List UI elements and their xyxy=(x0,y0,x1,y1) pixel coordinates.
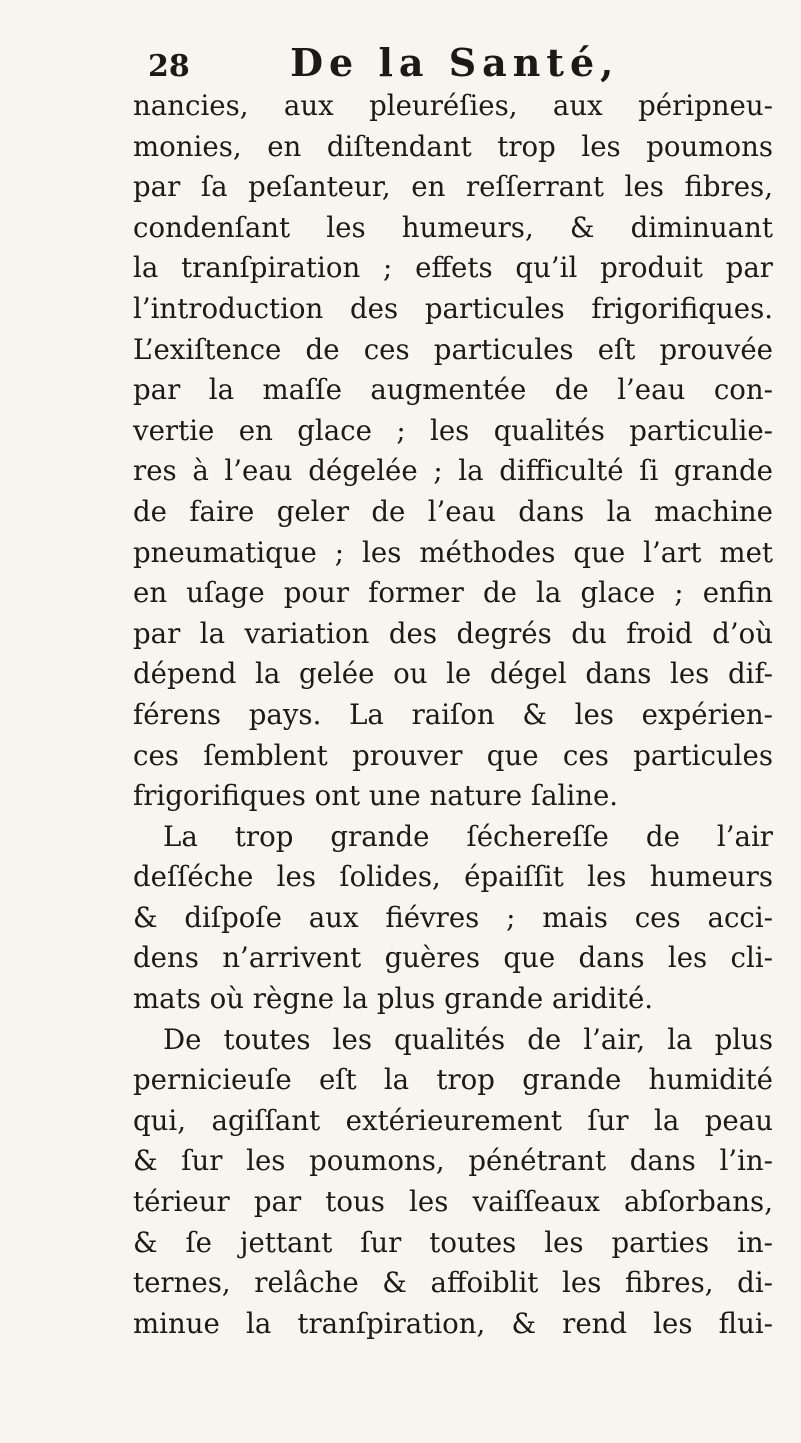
text-line: qui, agiſſant extérieurement ſur la peau xyxy=(133,1103,773,1137)
text-line: & ſur les poumons, pénétrant dans l’in- xyxy=(133,1144,773,1178)
text-line: mats où règne la plus grande aridité. xyxy=(133,982,654,1016)
text-line: deſſéche les ſolides, épaiſſit les humeurs xyxy=(133,860,773,894)
text-line: frigorifiques ont une nature ſaline. xyxy=(133,779,619,813)
text-line: L’exiſtence de ces particules eſt prouvée xyxy=(133,332,773,366)
text-line: pneumatique ; les méthodes que l’art met xyxy=(133,535,773,569)
running-head xyxy=(148,38,648,88)
text-line: l’introduction des particules frigorifiques. xyxy=(133,291,773,325)
paragraph-start-line: La trop grande ſéchereſſe de l’air xyxy=(163,819,773,853)
text-line: minue la tranſpiration, & rend les flui- xyxy=(133,1306,773,1340)
text-line: condenſant les humeurs, & diminuant xyxy=(133,210,773,244)
text-line: la tranſpiration ; effets qu’il produit par xyxy=(133,251,773,285)
text-line: térieur par tous les vaiſſeaux abſorbans, xyxy=(133,1185,773,1219)
text-line: monies, en diſtendant trop les poumons xyxy=(133,129,773,163)
text-line: res à l’eau dégelée ; la difficulté ſi grande xyxy=(133,454,773,488)
text-line: par la variation des degrés du froid d’où xyxy=(133,616,773,650)
text-line: en uſage pour former de la glace ; enfin xyxy=(133,576,773,610)
text-line: & diſpoſe aux fiévres ; mais ces acci- xyxy=(133,900,773,934)
text-line: pernicieuſe eſt la trop grande humidité xyxy=(133,1063,773,1097)
body-text xyxy=(133,86,773,1344)
text-line: vertie en glace ; les qualités particulie- xyxy=(133,413,773,447)
page-number: 28 xyxy=(148,49,190,84)
text-line: ces ſemblent prouver que ces particules xyxy=(133,738,773,772)
text-line: férens pays. La raiſon & les expérien- xyxy=(133,697,773,731)
text-line: par ſa peſanteur, en reſſerrant les fibres, xyxy=(133,170,773,204)
text-line: dens n’arrivent guères que dans les cli- xyxy=(133,941,773,975)
text-line: dépend la gelée ou le dégel dans les dif- xyxy=(133,657,773,691)
text-line: nancies, aux pleuréſies, aux péripneu- xyxy=(133,89,773,122)
text-line: par la maſſe augmentée de l’eau con- xyxy=(133,373,773,407)
paragraph-start-line: De toutes les qualités de l’air, la plus xyxy=(163,1022,773,1056)
text-line: de faire geler de l’eau dans la machine xyxy=(133,494,773,528)
text-line: ternes, relâche & affoiblit les fibres, di- xyxy=(133,1266,773,1300)
running-title: De la Santé, xyxy=(290,40,620,85)
text-line: & ſe jettant ſur toutes les parties in- xyxy=(133,1225,773,1259)
